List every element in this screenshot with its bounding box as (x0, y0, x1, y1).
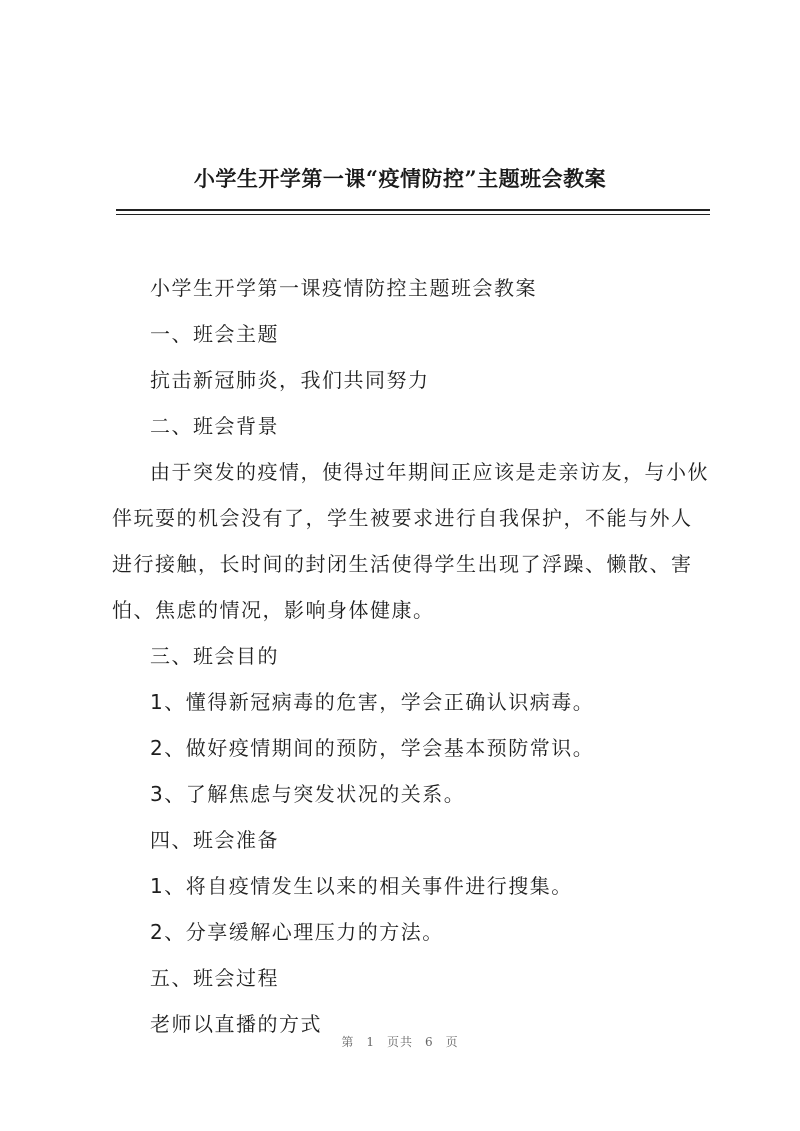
list-item-purpose-3: 3、了解焦虑与突发状况的关系。 (150, 782, 466, 806)
document-title: 小学生开学第一课“疫情防控”主题班会教案 (193, 166, 607, 191)
footer-middle: 页共 (386, 1035, 413, 1049)
section-heading-process: 五、班会过程 (150, 966, 279, 990)
section-heading-purpose: 三、班会目的 (150, 644, 279, 668)
title-underline (116, 209, 710, 211)
list-item-preparation-2: 2、分享缓解心理压力的方法。 (150, 920, 444, 944)
list-item-purpose-2: 2、做好疫情期间的预防，学会基本预防常识。 (150, 736, 595, 760)
footer-total-pages: 6 (425, 1035, 434, 1049)
footer-page-number: 1 (366, 1035, 375, 1049)
paragraph-background: 由于突发的疫情，使得过年期间正应该是走亲访友，与小伙伴玩耍的机会没有了，学生被要求进行自我保护，不能与外人进行接触，长时间的封闭生活使得学生出现了浮躁、懒散、害怕、焦虑的情况，影响身体健康。 (112, 460, 709, 622)
paragraph-process: 老师以直播的方式 (150, 1012, 322, 1036)
list-item-purpose-1: 1、懂得新冠病毒的危害，学会正确认识病毒。 (150, 690, 595, 714)
paragraph-theme: 抗击新冠肺炎，我们共同努力 (150, 368, 430, 392)
document-body (112, 265, 712, 1047)
list-item-preparation-1: 1、将自疫情发生以来的相关事件进行搜集。 (150, 874, 573, 898)
page-footer (0, 1033, 800, 1050)
paragraph-doc-heading: 小学生开学第一课疫情防控主题班会教案 (150, 276, 537, 300)
footer-prefix: 第 (341, 1035, 355, 1049)
footer-suffix: 页 (445, 1035, 459, 1049)
section-heading-preparation: 四、班会准备 (150, 828, 279, 852)
section-heading-background: 二、班会背景 (150, 414, 279, 438)
section-heading-theme: 一、班会主题 (150, 322, 279, 346)
title-underline-thin (116, 214, 710, 215)
